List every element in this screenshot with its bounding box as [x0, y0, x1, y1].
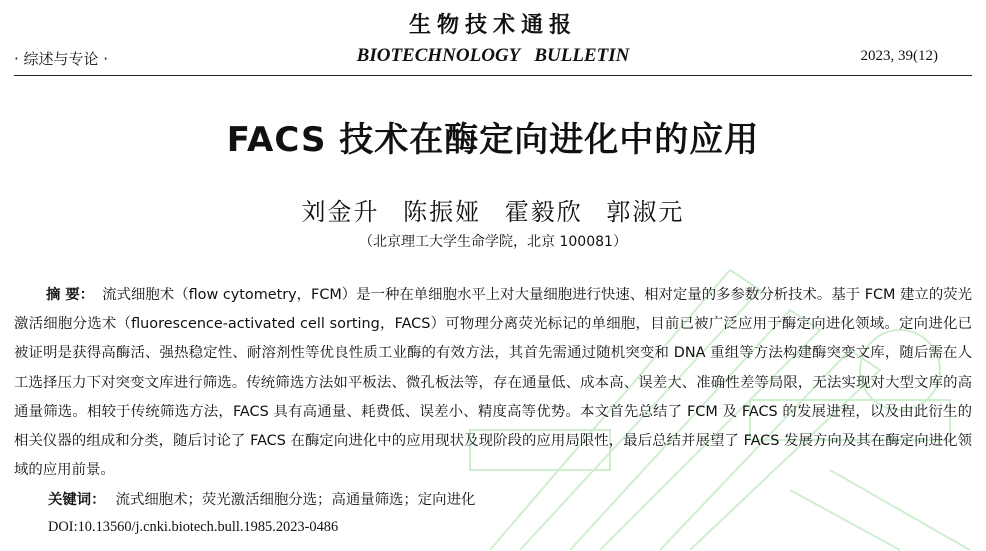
journal-name-cn: 生物技术通报: [408, 12, 577, 38]
abstract-text: 流式细胞术（flow cytometry，FCM）是一种在单细胞水平上对大量细胞进行快速、相对定量的多参数分析技术。基于 FCM 建立的荧光激活细胞分选术（fluorescence-activated cell sorting，FACS）可物理分离荧光标记的单细胞，目前已被广泛应用于酶定向进化领域。定向进化已被证明是获得高酶活、强热稳定性、耐溶剂性等优良性质工业酶的有效方法，其首先需通过随机突变和 DNA 重组等方法构建酶突变文库，随后需在人工选择压力下对突变文库进行筛选。传统筛选方法如平板法、微孔板法等，存在通量低、成本高、误差大、准确性差等局限，无法实现对大型文库的高通量筛选。相较于传统筛选方法，FACS 具有高通量、耗费低、误差小、精度高等优势。本文首先总结了 FCM 及 FACS 的发展进程，以及由此衍生的相关仪器的组成和分类，随后讨论了 FACS 在酶定向进化中的应用现状及现阶段的应用局限性，最后总结并展望了 FACS 发展方向及其在酶定向进化领域的应用前景。: [14, 287, 973, 479]
author-list: 刘金升 陈振娅 霍毅欣 郭淑元: [301, 198, 685, 226]
article-title: FACS 技术在酶定向进化中的应用: [226, 120, 760, 160]
affiliation: （北京理工大学生命学院，北京 100081）: [359, 234, 627, 250]
doi: DOI:10.13560/j.cnki.biotech.bull.1985.2023-0486: [48, 519, 339, 535]
abstract-label: 摘 要：: [46, 287, 95, 303]
abstract: [14, 281, 972, 485]
header-divider: [14, 75, 972, 76]
issue-info: 2023, 39(12): [860, 48, 938, 64]
section-tag: · 综述与专论 ·: [14, 50, 109, 68]
keywords: [48, 488, 475, 509]
keywords-text: 流式细胞术；荧光激活细胞分选；高通量筛选；定向进化: [115, 492, 476, 508]
keywords-label: 关键词：: [48, 492, 106, 508]
journal-name-en: BIOTECHNOLOGY BULLETIN: [356, 45, 630, 66]
journal-header: [14, 44, 972, 72]
